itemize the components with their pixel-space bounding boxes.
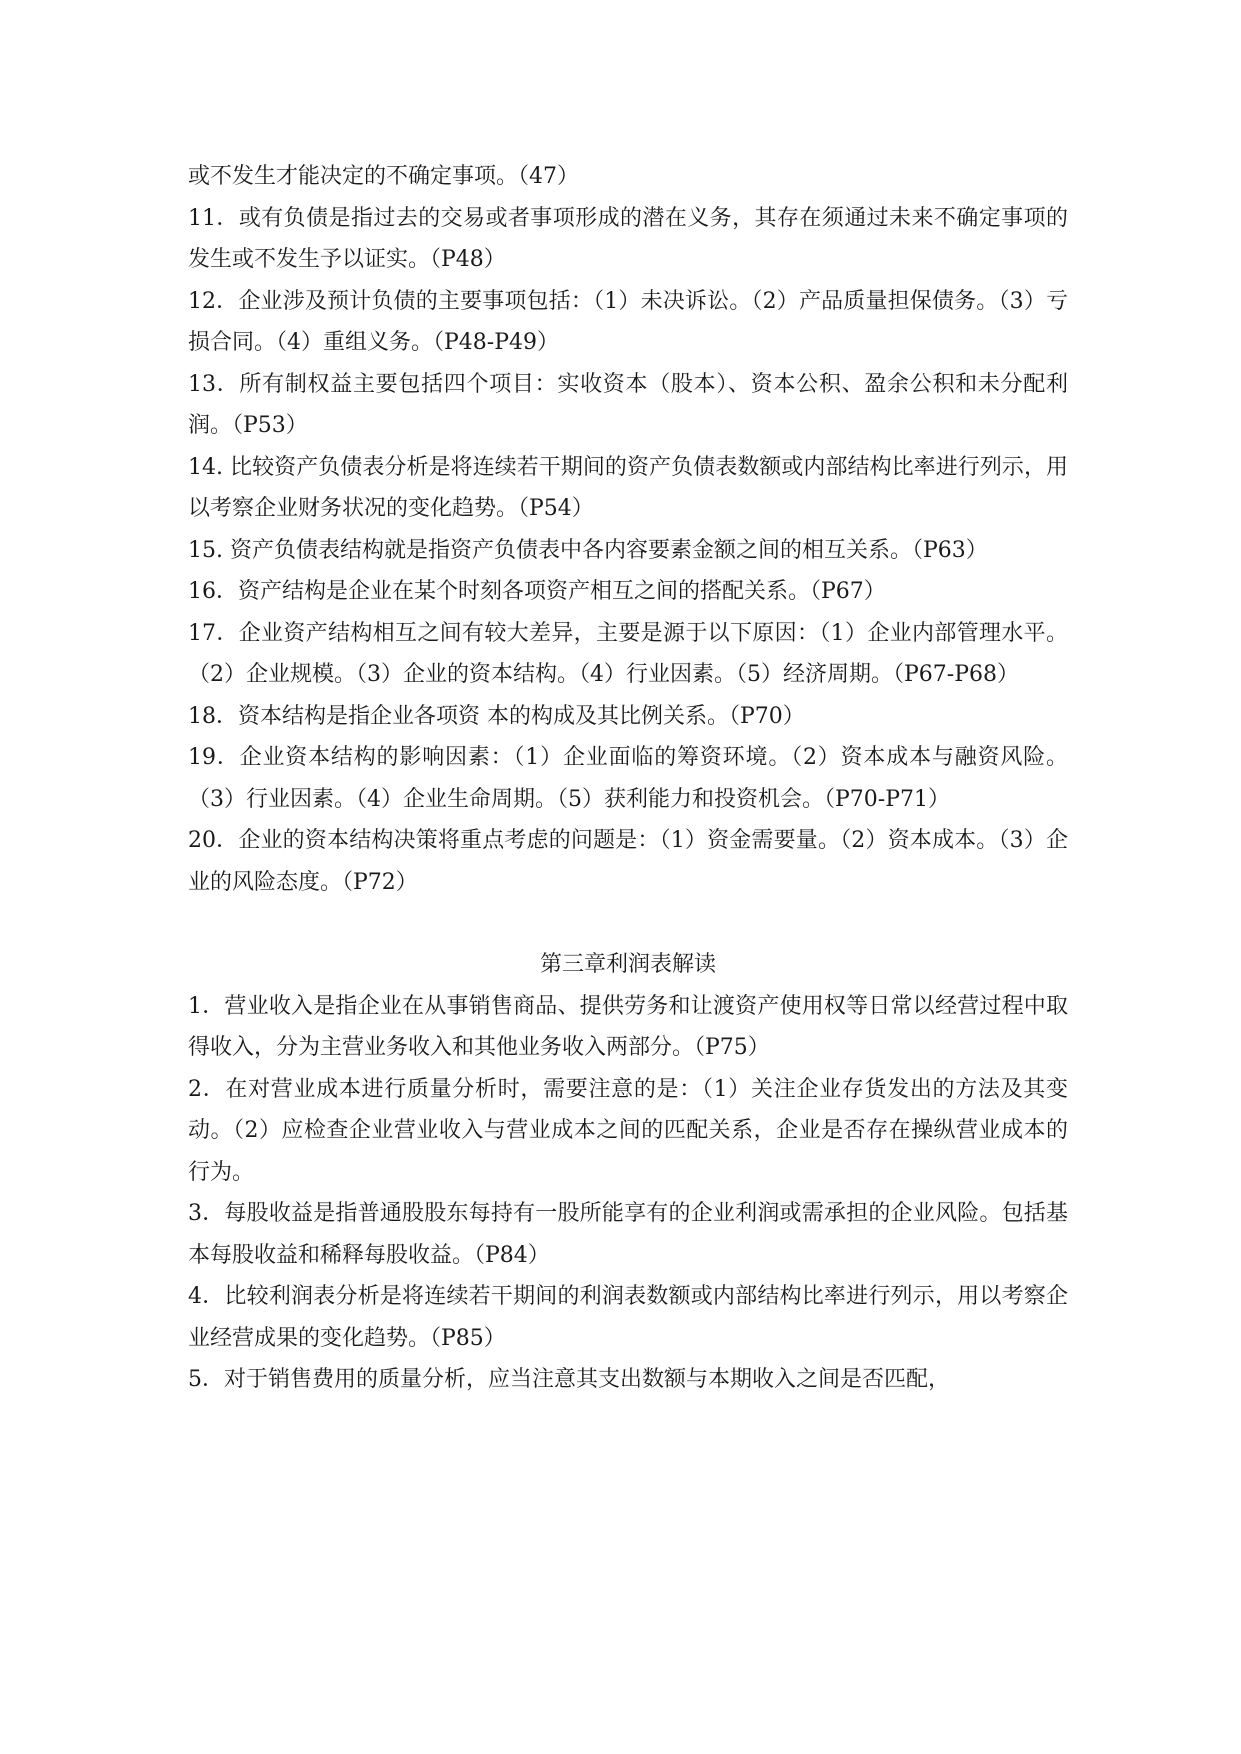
chapter-3-item-4: 4．比较利润表分析是将连续若干期间的利润表数额或内部结构比率进行列示，用以考察企业经营成果的变化趋势。（P85）: [188, 1284, 1068, 1351]
paragraph-item-18: 18．资本结构是指企业各项资 本的构成及其比例关系。（P70）: [188, 703, 805, 729]
chapter-3-item-2: 2．在对营业成本进行质量分析时，需要注意的是：（1）关注企业存货发出的方法及其变动。（2）应检查企业营业收入与营业成本之间的匹配关系，企业是否存在操纵营业成本的行为。: [188, 1076, 1068, 1185]
paragraph-item-20: 20．企业的资本结构决策将重点考虑的问题是：（1）资金需要量。（2）资本成本。（3）企业的风险态度。（P72）: [188, 828, 1068, 895]
paragraph-item-17: 17．企业资产结构相互之间有较大差异，主要是源于以下原因：（1）企业内部管理水平。（2）企业规模。（3）企业的资本结构。（4）行业因素。（5）经济周期。（P67-P68）: [188, 620, 1068, 687]
chapter-3-section: [188, 986, 1068, 1401]
section-continued: [188, 156, 1068, 903]
paragraph-item-19: 19．企业资本结构的影响因素：（1）企业面临的筹资环境。（2）资本成本与融资风险。（3）行业因素。（4）企业生命周期。（5）获利能力和投资机会。（P70-P71）: [188, 745, 1068, 812]
paragraph-item-11: 11．或有负债是指过去的交易或者事项形成的潜在义务，其存在须通过未来不确定事项的发生或不发生予以证实。（P48）: [188, 205, 1068, 272]
document-page: [188, 156, 1068, 1401]
paragraph-continuation: 或不发生才能决定的不确定事项。（47）: [188, 164, 579, 189]
chapter-3-item-1: 1．营业收入是指企业在从事销售商品、提供劳务和让渡资产使用权等日常以经营过程中取得收入，分为主营业务收入和其他业务收入两部分。（P75）: [188, 993, 1068, 1060]
paragraph-item-12: 12．企业涉及预计负债的主要事项包括：（1）未决诉讼。（2）产品质量担保债务。（3）亏损合同。（4）重组义务。（P48-P49）: [188, 288, 1068, 355]
paragraph-item-16: 16．资产结构是企业在某个时刻各项资产相互之间的搭配关系。（P67）: [188, 579, 886, 604]
chapter-3-item-5: 5．对于销售费用的质量分析，应当注意其支出数额与本期收入之间是否匹配，: [188, 1367, 950, 1392]
chapter-title: 第三章利润表解读: [539, 952, 716, 977]
paragraph-item-13: 13．所有制权益主要包括四个项目：实收资本（股本）、资本公积、盈余公积和未分配利润。（P53）: [188, 371, 1068, 438]
chapter-3-item-3: 3．每股收益是指普通股股东每持有一股所能享有的企业利润或需承担的企业风险。包括基本每股收益和稀释每股收益。（P84）: [188, 1201, 1068, 1268]
paragraph-item-14: 14. 比较资产负债表分析是将连续若干期间的资产负债表数额或内部结构比率进行列示，用以考察企业财务状况的变化趋势。（P54）: [188, 454, 1068, 521]
paragraph-item-15: 15. 资产负债表结构就是指资产负债表中各内容要素金额之间的相互关系。（P63）: [188, 537, 988, 563]
